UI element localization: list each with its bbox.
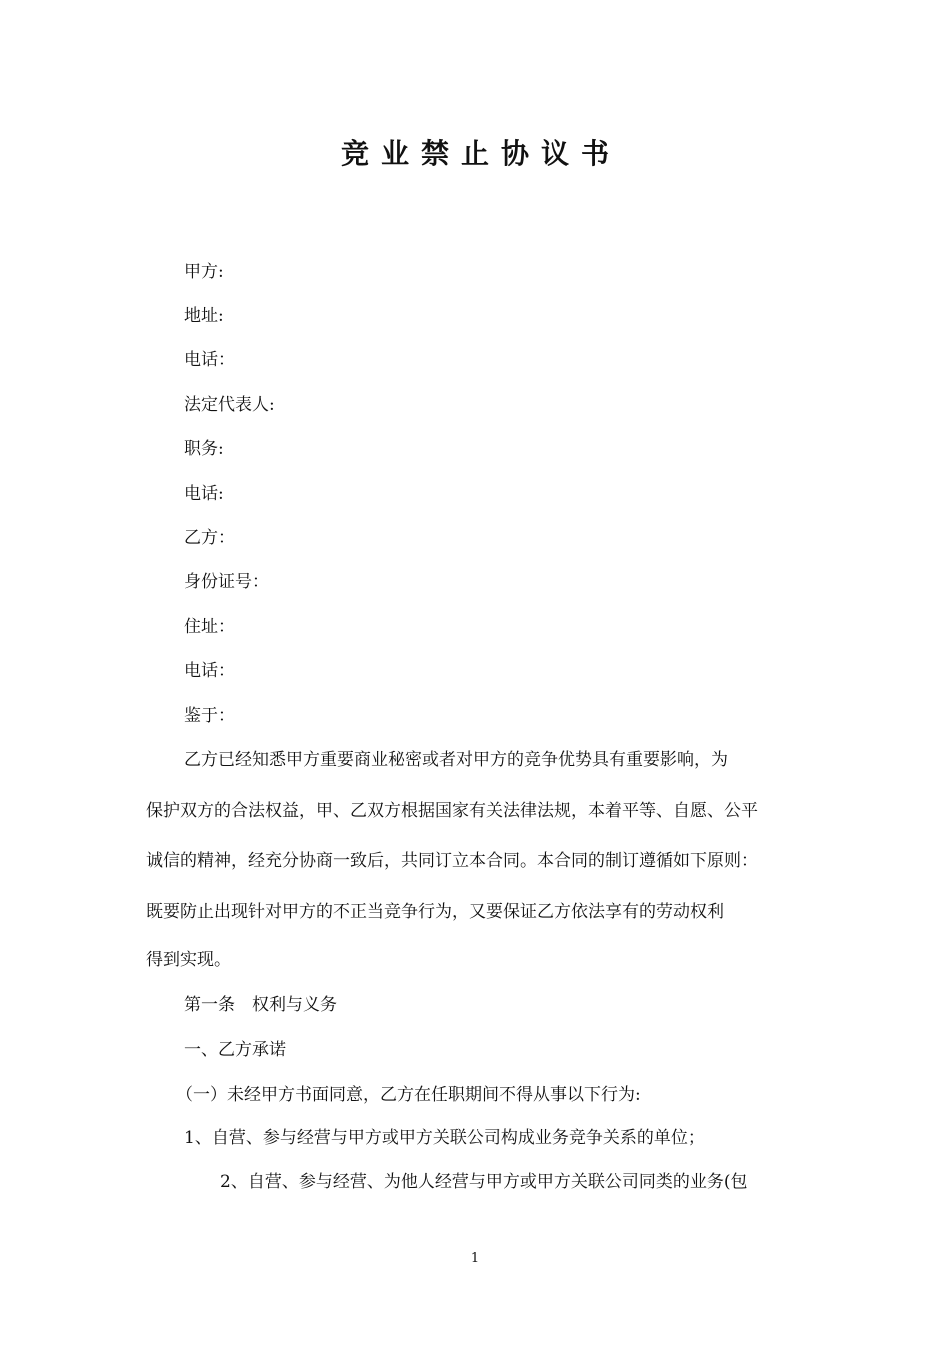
intro-line: 既要防止出现针对甲方的不正当竞争行为，又要保证乙方依法享有的劳动权利 [146,902,724,922]
list-item: 1、自营、参与经营与甲方或甲方关联公司构成业务竞争关系的单位； [184,1128,705,1148]
field-position: 职务: [184,439,224,459]
field-legal-rep: 法定代表人: [184,395,275,415]
field-residence: 住址： [184,617,235,637]
intro-line: 得到实现。 [146,950,231,970]
field-address: 地址: [184,306,224,326]
page-number: 1 [470,1251,480,1266]
field-party-a: 甲方: [184,262,224,282]
article-heading: 第一条 权利与义务 [184,995,337,1015]
field-party-b: 乙方： [184,528,235,548]
section-heading: 一、乙方承诺 [184,1040,286,1060]
field-phone-rep: 电话: [184,484,224,504]
document-title: 竞业禁止协议书 [340,137,621,170]
field-phone-b: 电话： [184,661,235,681]
field-phone-a: 电话： [184,350,235,370]
clause-text: （一）未经甲方书面同意，乙方在任职期间不得从事以下行为: [176,1085,641,1105]
field-whereas: 鉴于： [184,706,235,726]
list-item: 2、自营、参与经营、为他人经营与甲方或甲方关联公司同类的业务(包 [220,1172,748,1192]
field-id-number: 身份证号： [184,572,269,592]
intro-line: 诚信的精神，经充分协商一致后，共同订立本合同。本合同的制订遵循如下原则： [146,851,758,871]
intro-line: 乙方已经知悉甲方重要商业秘密或者对甲方的竞争优势具有重要影响，为 [184,750,728,770]
intro-line: 保护双方的合法权益，甲、乙双方根据国家有关法律法规，本着平等、自愿、公平 [146,801,758,821]
